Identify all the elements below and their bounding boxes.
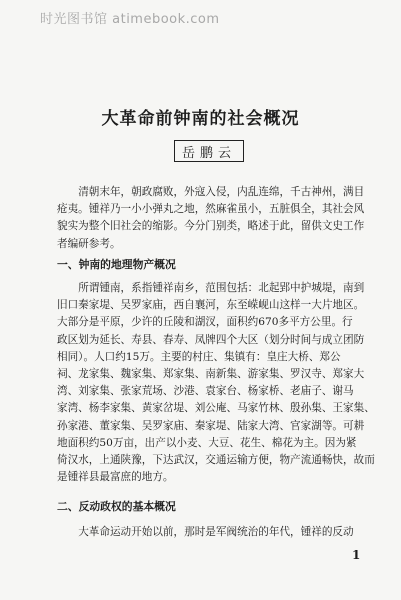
- intro-paragraph: [57, 184, 375, 253]
- section-1-line: 祠、龙家集、魏家集、郑家集、南新集、游家集、罗汉寺、郑家大: [57, 368, 365, 381]
- section-1-line: 是锺祥县最富庶的地方。: [57, 471, 174, 484]
- author-name-box: [174, 140, 244, 162]
- section-1-line: 所谓锺南，系指锺祥南乡，范围包括：北起郢中护城堤，南到: [78, 282, 365, 294]
- section-2-heading-block: [57, 498, 375, 516]
- section-1-line: 相同）。人口约15万。主要的村庄、集镇有：皇庄大桥、郑公: [57, 350, 341, 363]
- section-2-heading: 二、反动政权的基本概况: [57, 500, 176, 513]
- author-name: 岳鹏云: [181, 145, 236, 161]
- section-1-line: 大部分是平原，少许的丘陵和湖汊，面积约670多平方公里。行: [57, 316, 353, 329]
- site-watermark: 时光图书馆 atimebook.com: [40, 12, 220, 27]
- section-1-line: 倚汉水，上通陕豫，下达武汉，交通运输方便，物产流通畅快，故而: [57, 454, 375, 467]
- intro-line: 貌实为整个旧社会的缩影。今分门别类，略述于此，留供文史工作: [57, 220, 365, 233]
- section-1-line: 家湾、杨李家集、黄家岔堤、刘公庵、马家竹林、殷孙集、王家集、: [57, 402, 375, 415]
- intro-line: 疮夷。锺祥乃一小小弹丸之地，然麻雀虽小，五脏俱全，其社会风: [57, 203, 365, 216]
- section-2-line: 大革命运动开始以前，那时是军阀统治的年代，锺祥的反动: [78, 526, 354, 538]
- section-1-paragraph: [57, 280, 375, 486]
- section-1-line: 孙家港、董家集、吴罗家庙、秦家堤、陆家大湾、官家湖等。可耕: [57, 419, 365, 432]
- section-1-line: 地面积约50万亩，出产以小麦、大豆、花生、棉花为主。因为紧: [57, 436, 357, 449]
- intro-line: 者编研参考。: [57, 237, 121, 250]
- page-number: 1: [352, 548, 361, 562]
- section-1-heading: 一、钟南的地理物产概况: [57, 258, 176, 271]
- article-title: 大革命前钟南的社会概况: [101, 109, 300, 129]
- section-1-line: 政区划为延长、寿县、春寿、凤牌四个大区（划分时间与成立团防: [57, 333, 365, 346]
- section-2-paragraph: [57, 524, 375, 541]
- section-1-line: 旧口秦家堤、吴罗家庙，西自襄河，东至嵘岘山这样一大片地区。: [57, 299, 365, 312]
- intro-line: 清朝末年，朝政腐败，外寇入侵，内乱连绵，千古神州，满目: [78, 186, 365, 198]
- section-1-line: 湾、刘家集、张家荒场、沙港、袁家台、杨家桥、老庙子、谢马: [57, 385, 354, 398]
- section-1-heading-block: [57, 256, 375, 274]
